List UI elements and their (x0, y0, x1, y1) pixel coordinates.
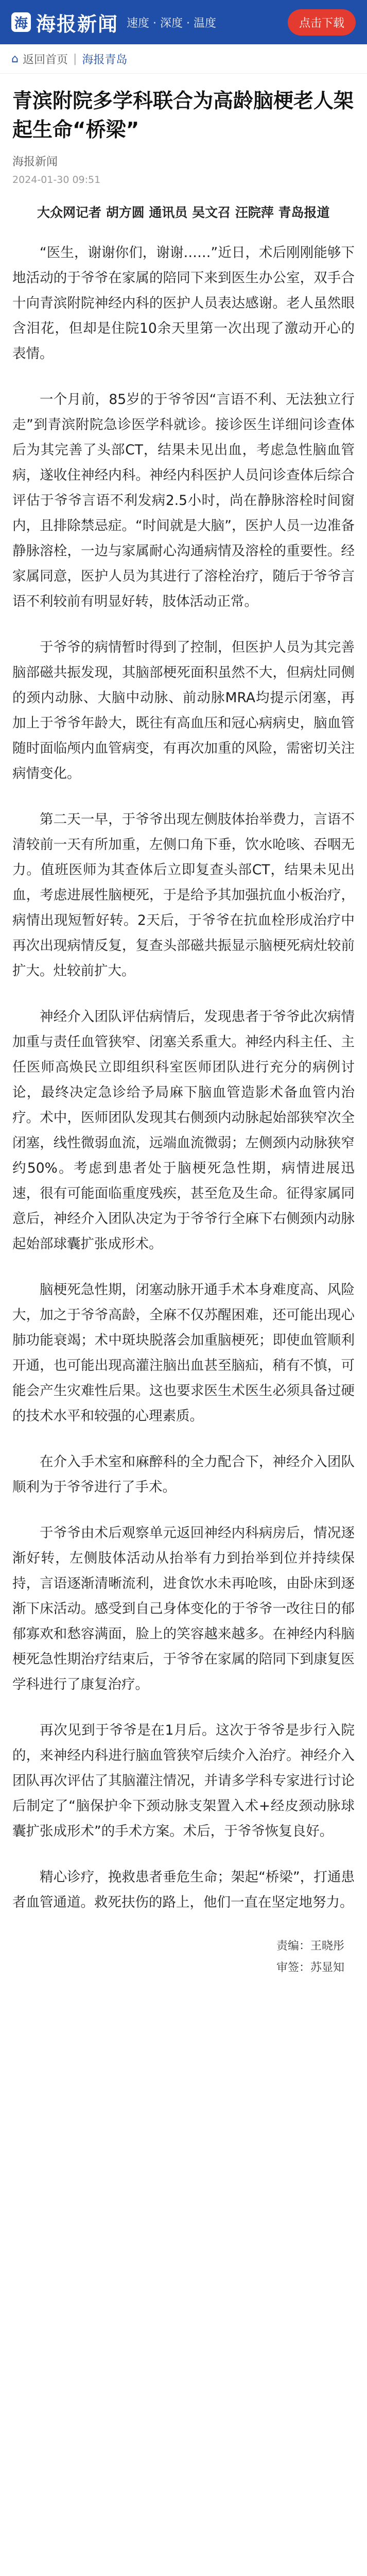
article-editor: 责编：王晓彤 (276, 1940, 344, 1953)
article-paragraph: 再次见到于爷爷是在1月后。这次于爷爷是步行入院的，来神经内科进行脑血管狭窄后续介入治疗。神经介入团队再次评估了其脑灌注情况，并请多学科专家进行讨论后制定了“脑保护伞下颈动脉支架置入术+经皮颈动脉球囊扩张成形术”的手术方案。术后，于爷爷恢复良好。 (12, 1722, 355, 1839)
article-paragraph: 精心诊疗，挽救患者垂危生命；架起“桥梁”，打通患者血管通道。救死扶伤的路上，他们一直在坚定地努力。 (12, 1869, 355, 1910)
article-credits (12, 1936, 355, 1979)
article-title: 青滨附院多学科联合为高龄脑梗老人架起生命“桥梁” (12, 90, 354, 142)
app-logo-text: 海报新闻 (36, 12, 119, 36)
app-logo-icon: 海 (11, 12, 31, 32)
article-paragraph: 神经介入团队评估病情后，发现患者于爷爷此次病情加重与责任血管狭窄、闭塞关系重大。神经内科主任、主任医师高焕民立即组织科室医师团队进行充分的病例讨论，最终决定急诊给予局麻下脑血管造影术备血管内治疗。术中，医师团队发现其右侧颈内动脉起始部狭窄次全闭塞，线性微弱血流，远端血流微弱；左侧颈内动脉狭窄约50%。考虑到患者处于脑梗死急性期，病情进展迅速，很有可能面临重度残疾，甚至危及生命。征得家属同意后，神经介入团队决定为于爷爷行全麻下右侧颈内动脉起始部球囊扩张成形术。 (12, 1009, 355, 1252)
article-reviewer: 审签：苏显知 (276, 1961, 344, 1974)
article-paragraph: 于爷爷由术后观察单元返回神经内科病房后，情况逐渐好转，左侧肢体活动从抬举有力到抬举到位并持续保持，言语逐渐清晰流利，进食饮水未再呛咳，由卧床到逐渐下床活动。感受到自己身体变化的于爷爷一改往日的郁郁寡欢和愁容满面，脸上的笑容越来越多。在神经内科脑梗死急性期治疗结束后，于爷爷在家属的陪同下到康复医学科进行了康复治疗。 (12, 1525, 355, 1692)
breadcrumb-section-link[interactable]: 海报青岛 (82, 53, 128, 66)
article-paragraph: 脑梗死急性期，闭塞动脉开通手术本身难度高、风险大，加之于爷爷高龄，全麻不仅苏醒困难，还可能出现心肺功能衰竭；术中斑块脱落会加重脑梗死；即使血管顺利开通，也可能出现高灌注脑出血甚至脑疝，稍有不慎，可能会产生灾难性后果。这也要求医生术医生必须具备过硬的技术水平和较强的心理素质。 (12, 1282, 355, 1424)
top-banner (0, 0, 367, 44)
breadcrumb (0, 44, 367, 74)
download-button[interactable]: 点击下载 (288, 9, 356, 36)
article-source: 海报新闻 (12, 156, 58, 168)
home-icon[interactable]: ⌂ (11, 52, 19, 65)
breadcrumb-separator: | (73, 52, 77, 65)
article-paragraph: “医生，谢谢你们，谢谢……”近日，术后刚刚能够下地活动的于爷爷在家属的陪同下来到医生办公室，双手合十向青滨附院神经内科的医护人员表达感谢。老人虽然眼含泪花，但却是住院10余天里第一次出现了激动开心的表情。 (12, 245, 355, 362)
app-slogan: 速度 · 深度 · 温度 (127, 16, 216, 30)
article (0, 74, 367, 1979)
article-date: 2024-01-30 09:51 (12, 174, 101, 185)
article-paragraph: 于爷爷的病情暂时得到了控制，但医护人员为其完善脑部磁共振发现，其脑部梗死面积虽然不大，但病灶同侧的颈内动脉、大脑中动脉、前动脉MRA均提示闭塞，再加上于爷爷年龄大，既往有高血压和冠心病病史，脑血管随时面临颅内血管病变，有再次加重的风险，需密切关注病情变化。 (12, 639, 355, 782)
breadcrumb-home-link[interactable]: 返回首页 (22, 53, 68, 66)
article-paragraph: 第二天一早，于爷爷出现左侧肢体抬举费力，言语不清较前一天有所加重，左侧口角下垂，饮水呛咳、吞咽无力。值班医师为其查体后立即复查头部CT，结果未见出血，考虑进展性脑梗死，于是给予其加强抗血小板治疗，病情出现短暂好转。2天后，于爷爷在抗血栓形成治疗中再次出现病情反复，复查头部磁共振显示脑梗死病灶较前扩大。灶较前扩大。 (12, 811, 355, 979)
article-byline: 大众网记者 胡方圆 通讯员 吴文召 汪院萍 青岛报道 (37, 205, 330, 220)
article-paragraph: 在介入手术室和麻醉科的全力配合下，神经介入团队顺利为于爷爷进行了手术。 (12, 1454, 355, 1495)
article-paragraph: 一个月前，85岁的于爷爷因“言语不利、无法独立行走”到青滨附院急诊医学科就诊。接诊医生详细问诊查体后为其完善了头部CT，结果未见出血，考虑急性脑血管病，遂收住神经内科。神经内科医护人员问诊查体后综合评估于爷爷言语不利发病2.5小时，尚在静脉溶栓时间窗内，且排除禁忌症。“时间就是大脑”，医护人员一边准备静脉溶栓，一边与家属耐心沟通病情及溶栓的重要性。经家属同意，医护人员为其进行了溶栓治疗，随后于爷爷言语不利较前有明显好转，肢体活动正常。 (12, 392, 355, 609)
